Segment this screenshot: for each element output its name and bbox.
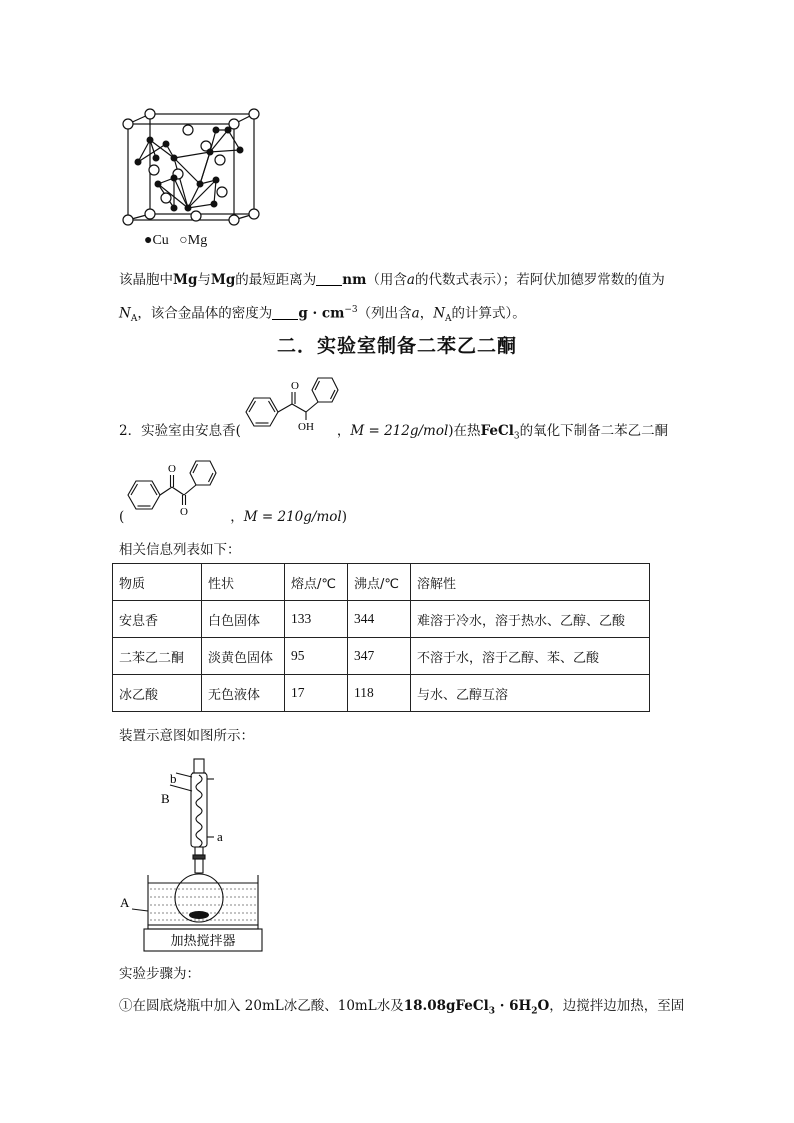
- table-row: [113, 601, 650, 638]
- cell: 347: [348, 638, 411, 675]
- label-B: B: [161, 791, 170, 806]
- step1-sub: 3: [488, 1006, 495, 1017]
- answer-blank[interactable]: [272, 306, 298, 320]
- cell: 344: [348, 601, 411, 638]
- question1-line1: [119, 270, 665, 290]
- q2-fecl3: FeCl: [480, 423, 514, 439]
- cell: 淡黄色固体: [202, 638, 285, 675]
- cell: 白色固体: [202, 601, 285, 638]
- var-na-sub: A: [130, 314, 138, 325]
- question2-line1: 2．实验室由安息香( ，M = 212g/mol)在热FeCl$_3$的氧化下制备二苯乙二酮: [119, 423, 669, 442]
- table-intro: 相关信息列表如下：: [119, 542, 241, 558]
- apparatus-intro: 装置示意图如图所示：: [119, 728, 254, 744]
- label-b: b: [170, 771, 177, 786]
- q1-mg: Mg: [210, 272, 236, 288]
- cell: 无色液体: [202, 675, 285, 712]
- th-solubility: 溶解性: [411, 564, 650, 601]
- unit-exp: −3: [344, 305, 358, 315]
- q2-paren: ): [341, 509, 347, 525]
- q1-text: 的代数式表示）；若阿伏加德罗常数的值为: [414, 272, 665, 288]
- section-heading: 二．实验室制备二苯乙二酮: [276, 335, 517, 357]
- label-a: a: [217, 829, 223, 844]
- th-bp: 沸点/℃: [348, 564, 411, 601]
- cell: 二苯乙二酮: [113, 638, 202, 675]
- q1-text: 该晶胞中: [119, 272, 173, 288]
- benzoin-oh: OH: [298, 421, 314, 433]
- step1-text: 水及: [376, 998, 404, 1014]
- label-A: A: [120, 895, 130, 910]
- table-row: [113, 638, 650, 675]
- label-heater: 加热搅拌器: [170, 934, 236, 949]
- steps-intro: 实验步骤为：: [119, 966, 200, 982]
- benzoin-o: O: [291, 380, 299, 392]
- q2-prefix: 2．实验室由安息香(: [119, 423, 241, 439]
- q1-text: 与: [197, 272, 211, 288]
- step1-volume: 20mL: [244, 998, 284, 1014]
- legend-mg: ○Mg: [179, 233, 208, 248]
- step1-reagent: 18.08gFeCl: [403, 998, 489, 1014]
- q2-mass2: M = 210g/mol: [243, 509, 342, 525]
- cell: 冰乙酸: [113, 675, 202, 712]
- step1-reagent: · 6H: [495, 998, 532, 1014]
- benzil-o1: O: [168, 463, 176, 475]
- answer-blank[interactable]: [316, 272, 342, 286]
- q1-text: （列出含: [357, 305, 412, 322]
- q2-text: 的氧化下制备二苯乙二酮: [519, 423, 669, 439]
- var-a: a: [406, 272, 415, 288]
- step1-text: 冰乙酸、: [283, 998, 338, 1014]
- cell: 118: [348, 675, 411, 712]
- cell: 安息香: [113, 601, 202, 638]
- var-na: N: [433, 305, 446, 322]
- q1-text: 的计算式）。: [451, 305, 526, 322]
- cell: 与水、乙醇互溶: [411, 675, 650, 712]
- q2-mass1: M = 212g/mol: [350, 423, 449, 439]
- step1-volume: 10mL: [337, 998, 377, 1014]
- step1: [119, 996, 684, 1022]
- crystal-legend: [144, 233, 207, 249]
- step1-reagent: O: [537, 998, 550, 1014]
- legend-cu: ●Cu: [144, 233, 169, 248]
- step1-sub: 2: [531, 1006, 538, 1017]
- cell: 难溶于冷水，溶于热水、乙醇、乙酸: [411, 601, 650, 638]
- step1-text: ，边搅拌边加热，至固: [549, 998, 685, 1014]
- q1-text: （用含: [366, 272, 407, 288]
- q1-mg: Mg: [173, 272, 198, 288]
- question2-line2: ( ，M = 210g/mol): [119, 509, 347, 525]
- cell: 不溶于水，溶于乙醇、苯、乙酸: [411, 638, 650, 675]
- unit-nm: nm: [342, 272, 367, 288]
- q1-text: 的最短距离为: [235, 272, 317, 288]
- q2-fecl3-sub: 3: [513, 431, 520, 442]
- crystal-cell-diagram: [118, 100, 268, 230]
- th-appearance: 性状: [202, 564, 285, 601]
- th-substance: 物质: [113, 564, 202, 601]
- var-na-sub: A: [445, 314, 452, 325]
- cell: 17: [285, 675, 348, 712]
- q2-paren: (: [119, 509, 125, 525]
- unit-density: g · cm: [298, 305, 345, 322]
- table-header-row: [113, 564, 650, 601]
- q1-text: ，: [419, 305, 434, 322]
- th-mp: 熔点/℃: [285, 564, 348, 601]
- step1-text: ①在圆底烧瓶中加入: [119, 998, 241, 1014]
- cell: 133: [285, 601, 348, 638]
- question1-line2: [119, 300, 526, 329]
- q2-text: )在热: [448, 423, 481, 439]
- table-row: [113, 675, 650, 712]
- q1-text: ，该合金晶体的密度为: [137, 305, 273, 322]
- var-na: N: [119, 305, 131, 322]
- apparatus-diagram: [118, 757, 263, 952]
- benzil-o2: O: [180, 506, 188, 517]
- properties-table: [112, 563, 650, 712]
- var-a: a: [411, 305, 420, 322]
- cell: 95: [285, 638, 348, 675]
